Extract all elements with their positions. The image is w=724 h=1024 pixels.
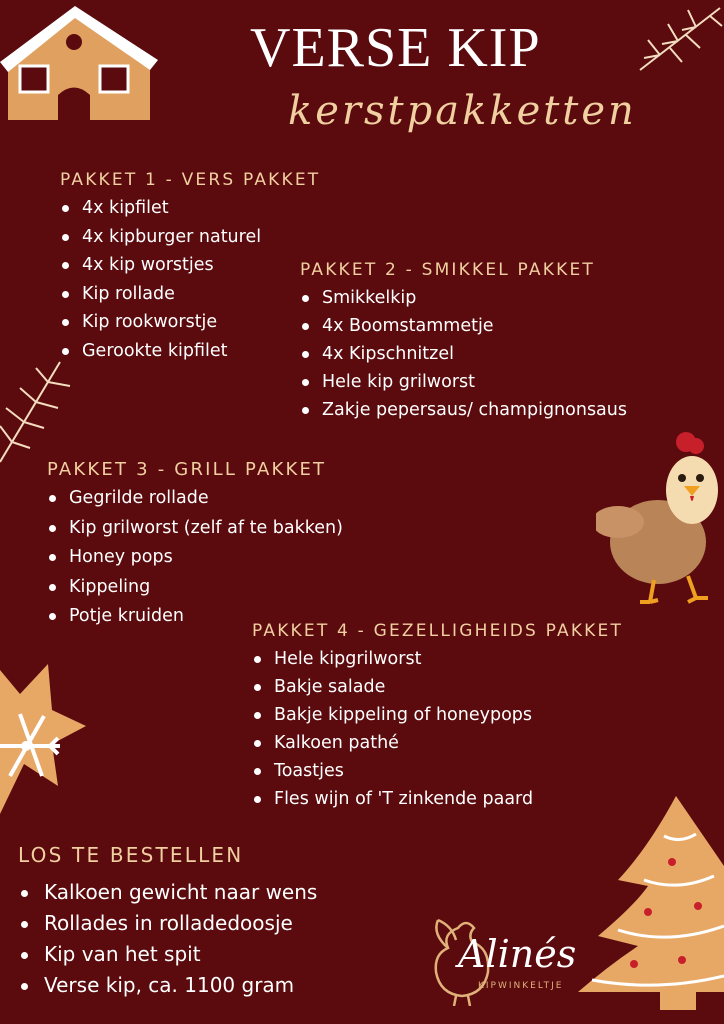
- package-item-list: [300, 284, 627, 424]
- list-item: Gegrilde rollade: [47, 484, 343, 514]
- list-item: Verse kip, ca. 1100 gram: [18, 970, 317, 1001]
- list-item: Kalkoen gewicht naar wens: [18, 877, 317, 908]
- package-item-list: [47, 484, 343, 632]
- list-item: 4x kip worstjes: [60, 251, 320, 280]
- list-item: Bakje salade: [252, 673, 623, 701]
- snowflake-cookie-icon: [0, 664, 88, 830]
- package-heading: PAKKET 4 - GEZELLIGHEIDS PAKKET: [252, 621, 624, 641]
- christmas-tree-cookie-icon: [578, 796, 724, 1010]
- list-item: Fles wijn of 'T zinkende paard: [252, 785, 623, 813]
- list-item: Potje kruiden: [47, 602, 343, 632]
- list-item: Kalkoen pathé: [252, 729, 623, 757]
- list-item: Kippeling: [47, 573, 343, 603]
- list-item: Zakje pepersaus/ champignonsaus: [300, 396, 627, 424]
- order-separately-section: [18, 843, 317, 1001]
- list-item: Kip rookworstje: [60, 308, 320, 337]
- list-item: 4x Boomstammetje: [300, 312, 627, 340]
- list-item: 4x Kipschnitzel: [300, 340, 627, 368]
- package-item-list: [252, 645, 623, 813]
- list-item: 4x kipfilet: [60, 194, 320, 223]
- package-item-list: [60, 194, 320, 365]
- package-heading: PAKKET 3 - GRILL PAKKET: [47, 459, 327, 480]
- package-1-section: [60, 170, 320, 365]
- list-item: 4x kipburger naturel: [60, 223, 320, 252]
- chicken-icon: [596, 430, 722, 606]
- section-heading: LOS TE BESTELLEN: [18, 843, 244, 867]
- list-item: Hele kip grilworst: [300, 368, 627, 396]
- package-heading: PAKKET 1 - VERS PAKKET: [60, 170, 321, 190]
- pine-branch-icon: [0, 352, 74, 470]
- list-item: Bakje kippeling of honeypops: [252, 701, 623, 729]
- list-item: Toastjes: [252, 757, 623, 785]
- page-subtitle: kerstpakketten: [288, 88, 637, 134]
- page-title: VERSE KIP: [250, 17, 541, 79]
- pine-branch-icon: [630, 0, 724, 78]
- logo-tagline: KIPWINKELTJE: [478, 981, 564, 991]
- list-item: Honey pops: [47, 543, 343, 573]
- list-item: Kip van het spit: [18, 939, 317, 970]
- list-item: Hele kipgrilworst: [252, 645, 623, 673]
- list-item: Gerookte kipfilet: [60, 337, 320, 366]
- package-3-section: [47, 459, 343, 632]
- package-2-section: [300, 260, 627, 424]
- order-item-list: [18, 877, 317, 1001]
- list-item: Kip grilworst (zelf af te bakken): [47, 514, 343, 544]
- list-item: Kip rollade: [60, 280, 320, 309]
- gingerbread-house-icon: [0, 0, 160, 130]
- package-heading: PAKKET 2 - SMIKKEL PAKKET: [300, 260, 595, 280]
- logo-name: Alinés: [458, 932, 577, 976]
- list-item: Rollades in rolladedoosje: [18, 908, 317, 939]
- package-4-section: [252, 621, 623, 813]
- list-item: Smikkelkip: [300, 284, 627, 312]
